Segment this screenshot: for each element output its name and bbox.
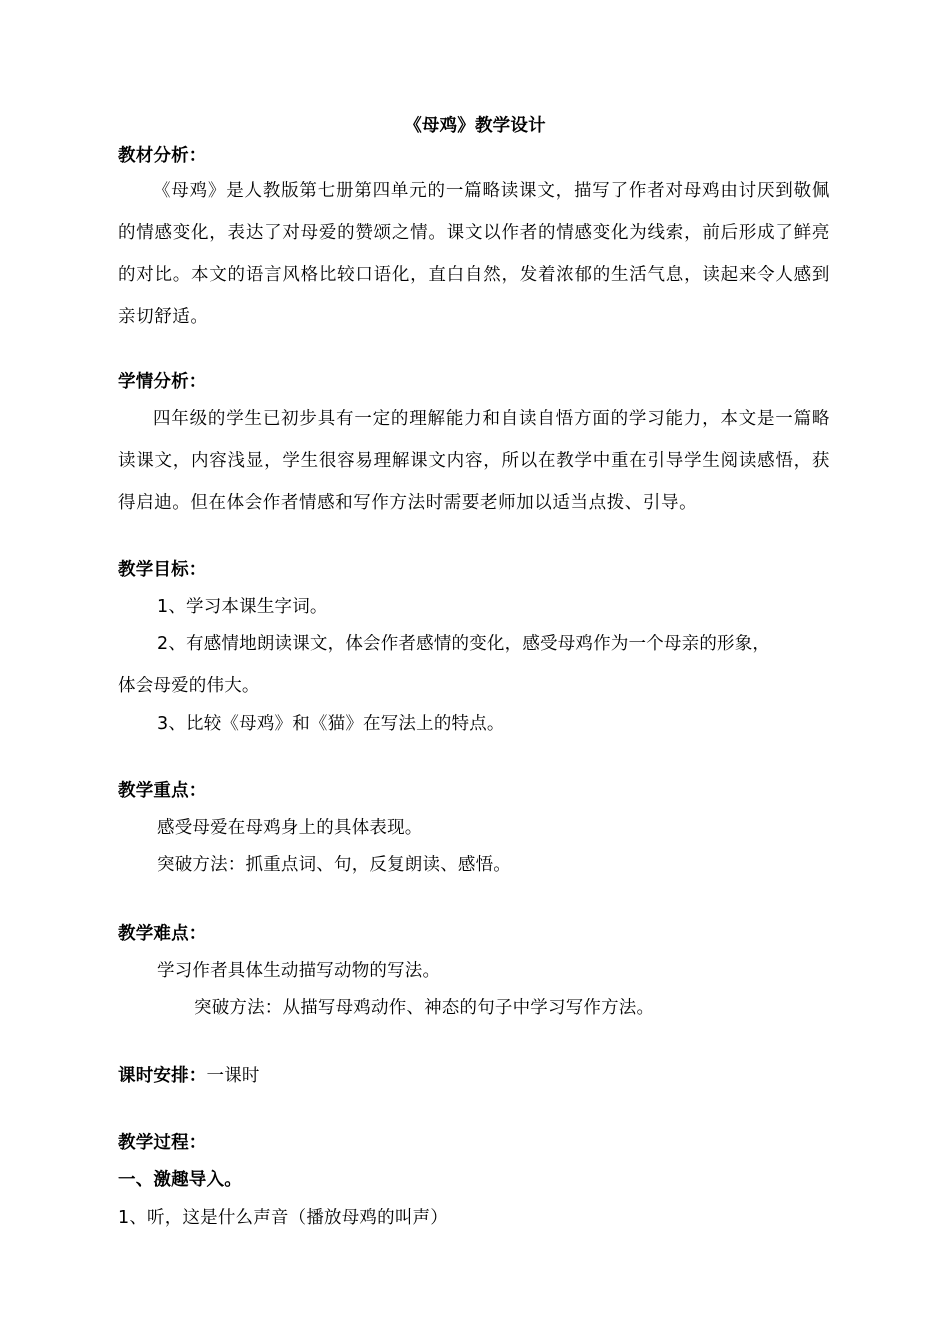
material-analysis-paragraph: 《母鸡》是人教版第七册第四单元的一篇略读课文，描写了作者对母鸡由讨厌到敬佩的情感变化，表达了对母爱的赞颂之情。课文以作者的情感变化为线索，前后形成了鲜亮的对比。本文的语言风格比较口语化，直白自然，发着浓郁的生活气息，读起来令人感到亲切舒适。 <box>118 181 830 327</box>
key-points-heading: 教学重点： <box>118 781 207 801</box>
teaching-goal-1: 1、学习本课生字词。 <box>157 597 328 617</box>
difficulties-line1: 学习作者具体生动描写动物的写法。 <box>157 961 441 981</box>
teaching-goal-2-line2: 体会母爱的伟大。 <box>118 676 260 696</box>
teaching-goal-3: 3、比较《母鸡》和《猫》在写法上的特点。 <box>157 714 505 734</box>
difficulties-method: 突破方法：从描写母鸡动作、神态的句子中学习写作方法。 <box>194 998 655 1018</box>
process-step1-line1: 1、听，这是什么声音（播放母鸡的叫声） <box>118 1208 448 1228</box>
schedule-value: 一课时 <box>206 1066 260 1086</box>
process-heading: 教学过程： <box>118 1133 207 1153</box>
material-analysis-heading: 教材分析： <box>118 146 207 166</box>
difficulties-heading: 教学难点： <box>118 924 207 944</box>
schedule-label: 课时安排： <box>118 1066 207 1086</box>
document-title: 《母鸡》教学设计 <box>404 116 546 136</box>
student-analysis-paragraph: 四年级的学生已初步具有一定的理解能力和自读自悟方面的学习能力，本文是一篇略读课文，内容浅显，学生很容易理解课文内容，所以在教学中重在引导学生阅读感悟，获得启迪。但在体会作者情感和写作方法时需要老师加以适当点拨、引导。 <box>118 409 830 513</box>
teaching-goal-2-line1: 2、有感情地朗读课文，体会作者感情的变化，感受母鸡作为一个母亲的形象， <box>157 634 771 654</box>
student-analysis-heading: 学情分析： <box>118 372 207 392</box>
teaching-goals-heading: 教学目标： <box>118 560 207 580</box>
process-step1-heading: 一、激趣导入。 <box>118 1170 242 1190</box>
schedule-line <box>118 1063 260 1089</box>
key-points-line1: 感受母爱在母鸡身上的具体表现。 <box>157 818 423 838</box>
key-points-method: 突破方法：抓重点词、句，反复朗读、感悟。 <box>157 855 511 875</box>
